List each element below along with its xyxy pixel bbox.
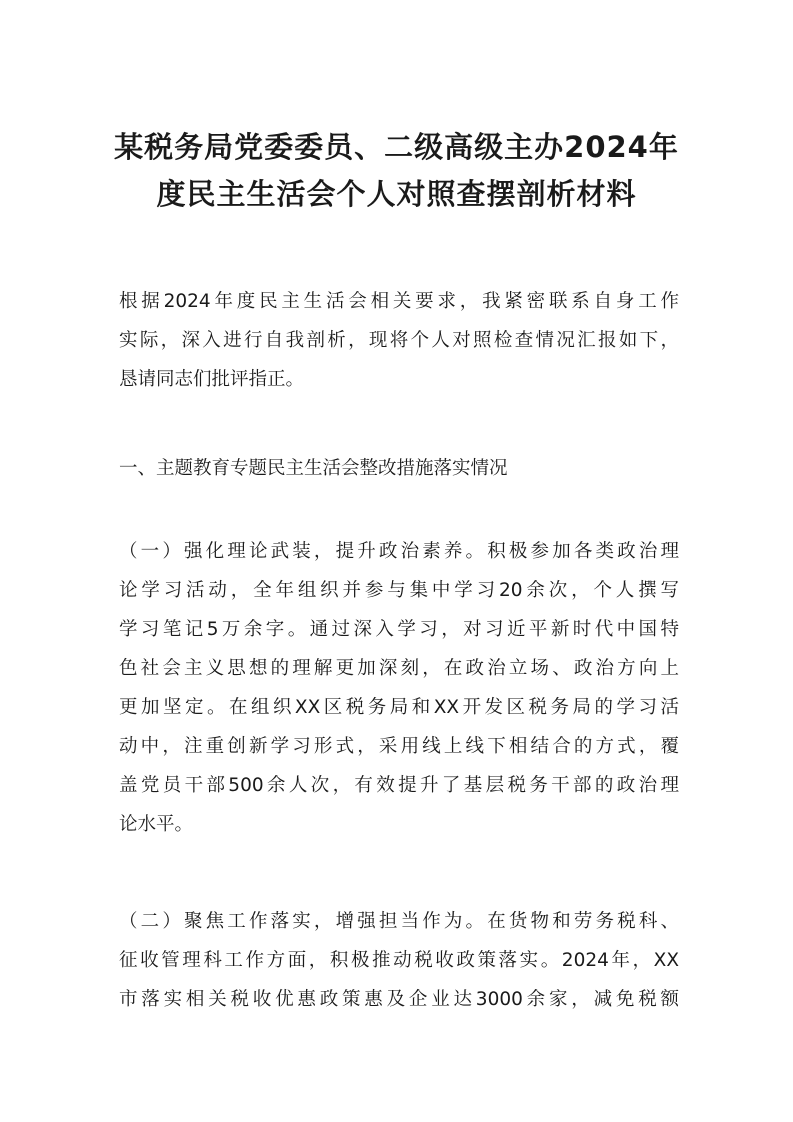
paragraph-line: 征收管理科工作方面，积极推动税收政策落实。2024年，XX xyxy=(119,950,679,971)
item-2-paragraph xyxy=(119,902,679,1019)
document-title-line-1: 某税务局党委委员、二级高级主办2024年 xyxy=(114,130,679,164)
paragraph-line: 动中，注重创新学习形式，采用线上线下相结合的方式，覆 xyxy=(119,736,679,757)
paragraph-line: 市落实相关税收优惠政策惠及企业达3000余家，减免税额 xyxy=(119,989,679,1010)
paragraph-line: 论学习活动，全年组织并参与集中学习20余次，个人撰写 xyxy=(119,580,679,601)
paragraph-line: （二）聚焦工作落实，增强担当作为。在货物和劳务税科、 xyxy=(119,911,679,932)
paragraph-line: 论水平。 xyxy=(119,814,194,835)
intro-paragraph xyxy=(119,282,679,399)
paragraph-line: 更加坚定。在组织XX区税务局和XX开发区税务局的学习活 xyxy=(119,697,679,718)
paragraph-line: 恳请同志们批评指正。 xyxy=(119,369,305,390)
paragraph-line: 色社会主义思想的理解更加深刻，在政治立场、政治方向上 xyxy=(119,658,679,679)
paragraph-line: 盖党员干部500余人次，有效提升了基层税务干部的政治理 xyxy=(119,775,679,796)
section-heading-text: 一、主题教育专题民主生活会整改措施落实情况 xyxy=(119,458,508,479)
paragraph-line: 学习笔记5万余字。通过深入学习，对习近平新时代中国特 xyxy=(119,619,679,640)
paragraph-line: 根据2024年度民主生活会相关要求，我紧密联系自身工作 xyxy=(119,291,679,312)
paragraph-line: 实际，深入进行自我剖析，现将个人对照检查情况汇报如下， xyxy=(119,330,679,351)
paragraph-line: （一）强化理论武装，提升政治素养。积极参加各类政治理 xyxy=(119,541,679,562)
section-heading xyxy=(119,449,679,488)
document-title-line-2: 度民主生活会个人对照查摆剖析材料 xyxy=(156,177,637,211)
item-1-paragraph xyxy=(119,532,679,844)
